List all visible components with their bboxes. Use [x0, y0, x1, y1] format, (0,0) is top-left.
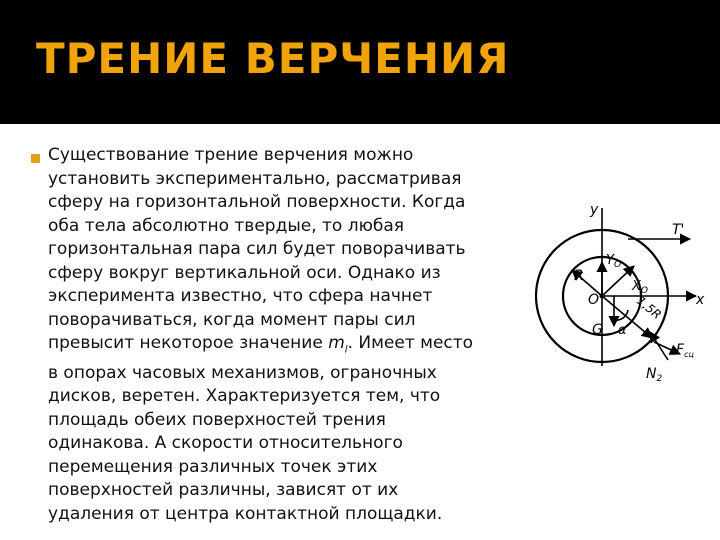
- moment-symbol: $m_l$: [328, 333, 348, 356]
- paragraph-line: удаления от центра контактной площадки.: [48, 503, 443, 524]
- paragraph-line: сферу на горизонтальной поверхности. Когда: [48, 192, 466, 212]
- paragraph-line: оба тела абсолютно твердые, то любая: [48, 215, 405, 236]
- center-point: [600, 294, 605, 299]
- paragraph-line: поверхностей различны, зависят от их: [48, 480, 399, 501]
- paragraph-line: дисков, веретен. Характеризуется тем, что: [48, 386, 441, 407]
- paragraph-line: горизонтальная пара сил будет поворачивать: [48, 239, 466, 259]
- label-n2: $N_2$: [646, 366, 663, 384]
- paragraph-line: установить экспериментально, рассматривая: [48, 168, 462, 189]
- label-x0: $X_O$: [632, 279, 648, 296]
- paragraph-line: эксперимента известно, что сфера начнет: [48, 286, 433, 306]
- label-f: $F_{сц}$: [676, 342, 694, 359]
- paragraph-text: . Имеет место: [347, 333, 474, 353]
- label-alpha: α: [618, 323, 627, 338]
- paragraph-line: в опорах часовых механизмов, ограночных: [48, 362, 437, 383]
- title-bar: [0, 0, 720, 124]
- paragraph-line: площадь обеих поверхностей трения: [48, 409, 386, 430]
- rotating-friction-diagram: [528, 194, 720, 384]
- paragraph-line: Существование трение верчения можно: [48, 145, 414, 165]
- slide-title: ТРЕНИЕ ВЕРЧЕНИЯ: [36, 34, 510, 83]
- x0-arrow: [602, 266, 634, 296]
- label-y: y: [590, 202, 599, 218]
- label-15r: 1,5R: [634, 293, 665, 322]
- paragraph-line: сферу вокруг вертикальной оси. Однако из: [48, 262, 441, 283]
- label-o: O: [588, 292, 600, 308]
- paragraph-line: перемещения различных точек этих: [48, 456, 378, 477]
- paragraph-line: поворачиваться, когда момент пары сил: [48, 309, 416, 330]
- paragraph-line: одинакова. А скорости относительного: [48, 433, 403, 454]
- label-t: T': [672, 222, 685, 238]
- paragraph-text: превысит некоторое значение: [48, 333, 329, 353]
- label-y0: $Y_O$: [606, 253, 622, 270]
- label-r: R: [574, 268, 584, 284]
- bullet-marker: [31, 154, 40, 163]
- label-x: x: [696, 292, 705, 308]
- body-paragraph: [48, 144, 528, 526]
- n2-arrow: [650, 332, 668, 360]
- paragraph-line-with-symbol: [48, 332, 528, 362]
- label-g: G: [592, 322, 603, 338]
